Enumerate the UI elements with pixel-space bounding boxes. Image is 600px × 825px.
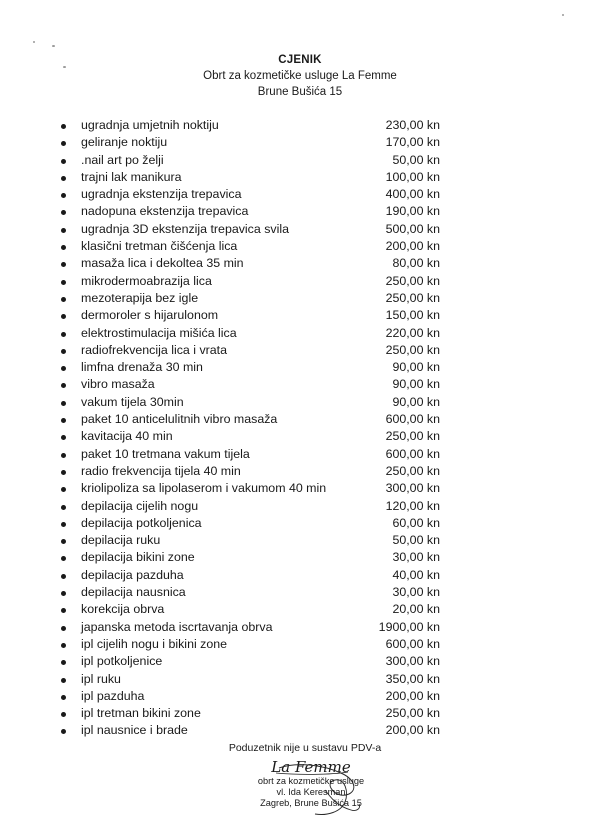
bullet-icon [61,245,66,250]
service-price: 600,00 kn [385,446,440,461]
service-name: .nail art po želji [81,152,164,167]
bullet-icon [61,626,66,631]
price-list-item [0,428,600,445]
business-address: Brune Bušića 15 [257,86,343,98]
service-name: ipl potkoljenice [81,654,163,669]
service-price: 230,00 kn [385,118,440,132]
price-list-item [0,515,600,532]
service-price: 30,00 kn [392,585,440,600]
price-list-item [0,221,600,238]
bullet-icon [61,228,66,233]
price-list-item [0,273,600,290]
service-price: 250,00 kn [385,290,440,305]
service-price: 200,00 kn [385,688,440,703]
bullet-icon [61,591,66,596]
price-list-item [0,376,600,393]
service-name: masaža lica i dekoltea 35 min [81,256,244,271]
service-name: ipl pazduha [81,688,145,703]
document-title: CJENIK [278,54,322,66]
bullet-icon [61,608,66,613]
service-name: ugradnja umjetnih noktiju [81,118,219,132]
price-list-item [0,203,600,220]
bullet-icon [61,401,66,406]
service-name: paket 10 tretmana vakum tijela [81,446,250,461]
service-name: ugradnja 3D ekstenzija trepavica svila [81,221,289,236]
price-list-item [0,601,600,618]
price-list-item [0,152,600,169]
service-name: ipl cijelih nogu i bikini zone [81,636,228,651]
service-price: 250,00 kn [385,342,440,357]
service-price: 300,00 kn [385,481,440,496]
bullet-icon [61,678,66,683]
price-list-item [0,169,600,186]
price-list-item [0,619,600,636]
service-price: 350,00 kn [385,671,440,686]
handwritten-signature [265,760,375,820]
bullet-icon [61,712,66,717]
service-name: depilacija cijelih nogu [81,498,199,513]
service-price: 90,00 kn [392,377,440,392]
price-list-item [0,498,600,515]
bullet-icon [61,522,66,527]
service-name: vakum tijela 30min [81,394,184,409]
service-name: kriolipoliza sa lipolaserom i vakumom 40 min [81,481,327,496]
service-price: 250,00 kn [385,706,440,721]
price-list-item [0,463,600,480]
service-name: depilacija pazduha [81,567,184,582]
bullet-icon [61,159,66,164]
service-name: mezoterapija bez igle [81,290,199,305]
bullet-icon [61,210,66,215]
service-price: 50,00 kn [392,533,440,548]
bullet-icon [61,280,66,285]
service-price: 250,00 kn [385,429,440,444]
service-name: ipl ruku [81,671,121,686]
service-price: 250,00 kn [385,463,440,478]
service-name: mikrodermoabrazija lica [81,273,212,288]
price-list-item [0,567,600,584]
bullet-icon [61,124,66,129]
service-price: 1900,00 kn [378,619,440,634]
service-price: 30,00 kn [392,550,440,565]
service-price: 150,00 kn [385,308,440,323]
service-name: geliranje noktiju [81,135,168,150]
bullet-icon [61,643,66,648]
service-price: 300,00 kn [385,654,440,669]
service-price: 80,00 kn [392,256,440,271]
price-list-item [0,705,600,722]
bullet-icon [61,418,66,423]
service-name: depilacija nausnica [81,585,186,600]
bullet-icon [61,366,66,371]
service-name: depilacija ruku [81,533,161,548]
service-price: 40,00 kn [392,567,440,582]
service-price: 600,00 kn [385,412,440,427]
scan-speck [562,14,564,16]
stamp-line-address: Zagreb, Brune Bušića 15 [260,798,362,808]
service-name: kavitacija 40 min [81,429,173,444]
price-list-item [0,307,600,324]
price-list-item [0,532,600,549]
service-name: radio frekvencija tijela 40 min [81,463,241,478]
service-price: 220,00 kn [385,325,440,340]
service-price: 20,00 kn [392,602,440,617]
price-list-item [0,636,600,653]
price-list-item [0,342,600,359]
service-price: 90,00 kn [392,360,440,375]
service-price: 50,00 kn [392,152,440,167]
service-price: 190,00 kn [385,204,440,219]
bullet-icon [61,141,66,146]
document-header [0,52,600,100]
bullet-icon [61,556,66,561]
vat-note: Poduzetnik nije u sustavu PDV-a [228,742,382,754]
service-price: 600,00 kn [385,636,440,651]
bullet-icon [61,383,66,388]
price-list-item [0,688,600,705]
business-name: Obrt za kozmetičke usluge La Femme [203,70,397,82]
bullet-icon [61,695,66,700]
bullet-icon [61,349,66,354]
bullet-icon [61,505,66,510]
service-price: 170,00 kn [385,135,440,150]
service-name: elektrostimulacija mišića lica [81,325,237,340]
bullet-icon [61,297,66,302]
bullet-icon [61,193,66,198]
price-list-item [0,480,600,497]
service-name: klasični tretman čišćenja lica [81,239,238,254]
price-list-item [0,238,600,255]
bullet-icon [61,539,66,544]
bullet-icon [61,262,66,267]
bullet-icon [61,332,66,337]
price-list [0,117,600,740]
bullet-icon [61,470,66,475]
bullet-icon [61,574,66,579]
bullet-icon [61,435,66,440]
scan-speck [33,41,35,43]
bullet-icon [61,660,66,665]
price-list-item [0,255,600,272]
service-name: ipl tretman bikini zone [81,706,201,721]
price-list-item [0,722,600,739]
service-name: limfna drenaža 30 min [81,360,203,375]
service-name: trajni lak manikura [81,169,182,184]
stamp-line-owner: vl. Ida Keresman [276,787,346,797]
service-name: radiofrekvencija lica i vrata [81,342,227,357]
service-price: 400,00 kn [385,187,440,202]
service-name: japanska metoda iscrtavanja obrva [81,619,273,634]
price-list-item [0,671,600,688]
price-list-item [0,653,600,670]
bullet-icon [61,453,66,458]
service-name: korekcija obrva [81,602,165,617]
price-list-item [0,549,600,566]
service-name: vibro masaža [81,377,155,392]
service-price: 200,00 kn [385,723,440,738]
service-name: ugradnja ekstenzija trepavica [81,187,242,202]
stamp-line-business: obrt za kozmetičke usluge [257,776,365,786]
service-name: nadopuna ekstenzija trepavica [81,204,249,219]
service-price: 60,00 kn [392,515,440,530]
service-price: 200,00 kn [385,239,440,254]
svg-text:La Femme: La Femme [271,758,351,776]
price-list-item [0,584,600,601]
price-list-item [0,117,600,134]
service-name: depilacija bikini zone [81,550,195,565]
service-price: 90,00 kn [392,394,440,409]
service-price: 100,00 kn [385,169,440,184]
price-list-item [0,359,600,376]
price-list-item [0,290,600,307]
price-list-item [0,325,600,342]
service-price: 120,00 kn [385,498,440,513]
bullet-icon [61,729,66,734]
bullet-icon [61,314,66,319]
price-list-item [0,186,600,203]
bullet-icon [61,176,66,181]
service-name: paket 10 anticelulitnih vibro masaža [81,412,278,427]
scan-speck [52,45,55,47]
service-price: 250,00 kn [385,273,440,288]
service-price: 500,00 kn [385,221,440,236]
service-name: depilacija potkoljenica [81,515,202,530]
service-name: ipl nausnice i brade [81,723,188,738]
price-list-item [0,411,600,428]
price-list-item [0,134,600,151]
price-list-item [0,446,600,463]
service-name: dermoroler s hijarulonom [81,308,219,323]
bullet-icon [61,487,66,492]
price-list-item [0,394,600,411]
